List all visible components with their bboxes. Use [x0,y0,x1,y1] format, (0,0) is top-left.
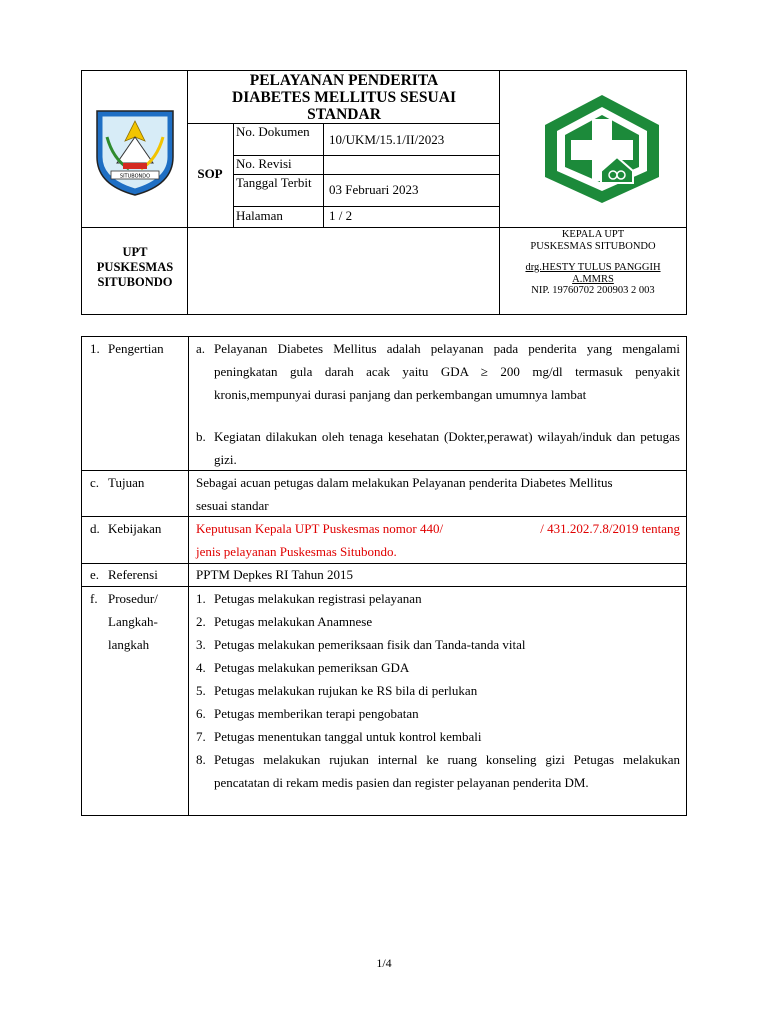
section-title: Kebijakan [108,521,162,536]
meta-label-halaman: Halaman [236,208,283,223]
step-marker: 7. [196,729,206,744]
procedure-step [196,702,680,725]
tujuan-text: Sebagai acuan petugas dalam melakukan Pelayanan penderita Diabetes Mellitus sesuai standar [196,475,613,513]
procedure-step [196,679,680,702]
meta-label-no-dokumen: No. Dokumen [236,124,310,139]
step-text: Petugas melakukan pemeriksan GDA [214,660,410,675]
procedure-step [196,633,680,656]
step-marker: 4. [196,660,206,675]
document-title [189,72,499,123]
header-divider [233,123,234,227]
header-divider [82,227,686,228]
step-marker: 5. [196,683,206,698]
list-text: Pelayanan Diabetes Mellitus adalah pelayanan pada penderita yang mengalami peningkatan gula darah acak yaitu GDA ≥ 200 mg/dl termasuk penyakit kronis,mempunyai durasi panjang dan perkembangan umumnya lambat [214,341,680,402]
meta-value-no-dokumen: 10/UKM/15.1/II/2023 [329,132,445,147]
section-title: Referensi [108,567,158,582]
step-text: Petugas melakukan rujukan ke RS bila di perlukan [214,683,478,698]
header-divider [323,123,324,227]
step-marker: 8. [196,752,206,767]
org-line: SITUBONDO [97,275,173,289]
procedure-step [196,725,680,748]
step-text: Petugas melakukan Anamnese [214,614,373,629]
step-text: Petugas melakukan rujukan internal ke ruang konseling gizi Petugas melakukan pencatatan di rekam medis pasien dan register pelayanan penderita DM. [214,752,680,790]
step-text: Petugas melakukan registrasi pelayanan [214,591,422,606]
step-marker: 6. [196,706,206,721]
title-line: DIABETES MELLITUS SESUAI [232,89,456,106]
kebijakan-text [196,517,680,563]
list-item [196,425,680,471]
procedure-step [196,610,680,633]
kepala-title: PUSKESMAS SITUBONDO [530,240,656,252]
header-divider [187,123,499,124]
section-title [108,587,158,656]
section-title-line: Prosedur/ [108,591,158,606]
kepala-name: A.MMRS [572,273,614,285]
step-marker: 1. [196,591,206,606]
section-title: Pengertian [108,341,164,356]
situbondo-emblem-icon [93,107,177,197]
step-marker: 3. [196,637,206,652]
kepala-name: drg.HESTY TULUS PANGGIH [525,262,661,273]
section-label-referensi [90,563,158,586]
section-number: 1. [90,341,100,356]
step-text: Petugas menentukan tanggal untuk kontrol kembali [214,729,482,744]
step-text: Petugas memberikan terapi pengobatan [214,706,419,721]
referensi-text: PPTM Depkes RI Tahun 2015 [196,567,354,582]
approval-block [500,229,686,297]
puskesmas-logo-icon [541,93,663,205]
section-number: f. [90,591,98,606]
meta-label-tanggal-terbit: Tanggal Terbit [236,175,312,190]
kebijakan-text-part: Keputusan Kepala UPT Puskesmas nomor 440/ [196,521,444,536]
sop-header-table [81,70,687,315]
procedure-step [196,656,680,679]
section-title-line: langkah [108,637,150,652]
kebijakan-text-part: / 431.202.7.8/2019 tentang [540,521,680,536]
organization-name [82,245,188,290]
section-number: d. [90,521,100,536]
section-number: e. [90,567,100,582]
kebijakan-text-part: jenis pelayanan Puskesmas Situbondo. [196,544,397,559]
org-line: PUSKESMAS [96,260,174,274]
step-text: Petugas melakukan pemeriksaan fisik dan Tanda-tanda vital [214,637,526,652]
list-marker: b. [196,429,206,444]
procedure-step [196,748,680,794]
section-label-kebijakan [90,517,161,540]
title-line: STANDAR [307,106,381,123]
title-line: PELAYANAN PENDERITA [249,72,439,89]
step-marker: 2. [196,614,206,629]
org-line: UPT [122,245,148,259]
section-label-tujuan [90,471,144,494]
meta-value-halaman: 1 / 2 [329,208,353,223]
section-number: c. [90,475,100,490]
sop-content-table [81,336,687,816]
list-item [196,337,680,406]
sop-label: SOP [197,166,223,181]
section-title-line: Langkah- [108,614,158,629]
section-title: Tujuan [108,475,145,490]
emblem-text: SITUBONDO [119,173,151,180]
meta-value-tanggal-terbit: 03 Februari 2023 [329,182,419,197]
section-label-pengertian [90,337,164,360]
page-number: 1/4 [376,956,392,970]
kepala-title: KEPALA UPT [561,229,625,240]
header-divider [233,206,499,207]
list-marker: a. [196,341,206,356]
kepala-nip: NIP. 19760702 200903 2 003 [531,285,655,296]
body-divider [188,337,189,815]
section-label-prosedur [90,587,158,656]
meta-label-no-revisi: No. Revisi [236,156,292,171]
procedure-step [196,587,680,610]
list-text: Kegiatan dilakukan oleh tenaga kesehatan (Dokter,perawat) wilayah/induk dan petugas gizi. [214,429,680,467]
